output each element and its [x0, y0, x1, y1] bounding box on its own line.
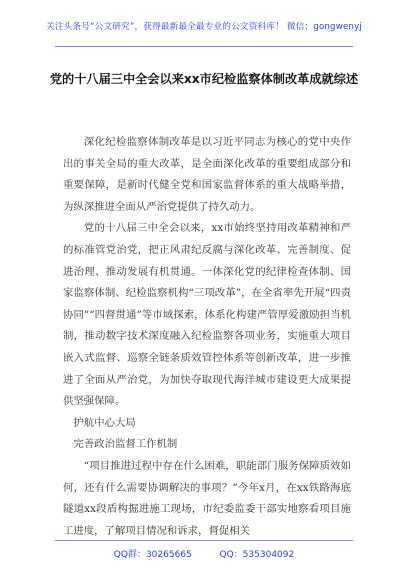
subsection-heading: 完善政治监督工作机制 — [73, 438, 178, 451]
footer-qq-group: QQ群：30265665 — [113, 550, 192, 560]
footer-qq: QQ：535304092 — [219, 550, 295, 560]
footer — [0, 547, 408, 560]
footer-divider — [55, 540, 353, 541]
section-heading: 护航中心大局 — [73, 416, 136, 429]
document-title: 党的十八届三中全会以来xx市纪检监察体制改革成就综述 — [49, 72, 359, 86]
header-divider — [55, 46, 353, 47]
paragraph-3: “项目推进过程中存在什么困难，职能部门服务保障质效如何，还有什么需要协调解决的事项？”今年x月，在xx铁路海底隧道xx段盾构掘进施工现场，市纪委监委干部实地察看项目施工进度，了解项目情况和诉求，督促相关 — [63, 459, 351, 537]
paragraph-1: 深化纪检监察体制改革是以习近平同志为核心的党中央作出的事关全局的重大改革，是全面深化改革的重要组成部分和重要保障，是新时代健全党和国家监督体系的重大战略举措，为纵深推进全面从严治党提供了持久动力。 — [63, 136, 351, 213]
header-banner: 关注头条号“公文研究”，获得最新最全最专业的公文资料库！ 微信：gongwenyj — [46, 22, 362, 32]
paragraph-2: 党的十八届三中全会以来，xx市始终坚持用改革精神和严的标准管党治党，把正风肃纪反腐与深化改革、完善制度、促进治理、推动发展有机贯通。一体深化党的纪律检查体制、国家监察体制、纪检监察机构“三项改革”，在全省率先开展“四责协同”“四督贯通”等市域探索，体系化构建严管厚爱激励担当机制，推动数字技术深度融入纪检监察各项业务，实施重大项目嵌入式监督、巡察全链条质效管控体系等创新改革，进一步推进了全面从严治党，为加快夺取现代海洋城市建设更大成果提供坚强保障。 — [63, 222, 351, 408]
document-body — [63, 126, 351, 542]
